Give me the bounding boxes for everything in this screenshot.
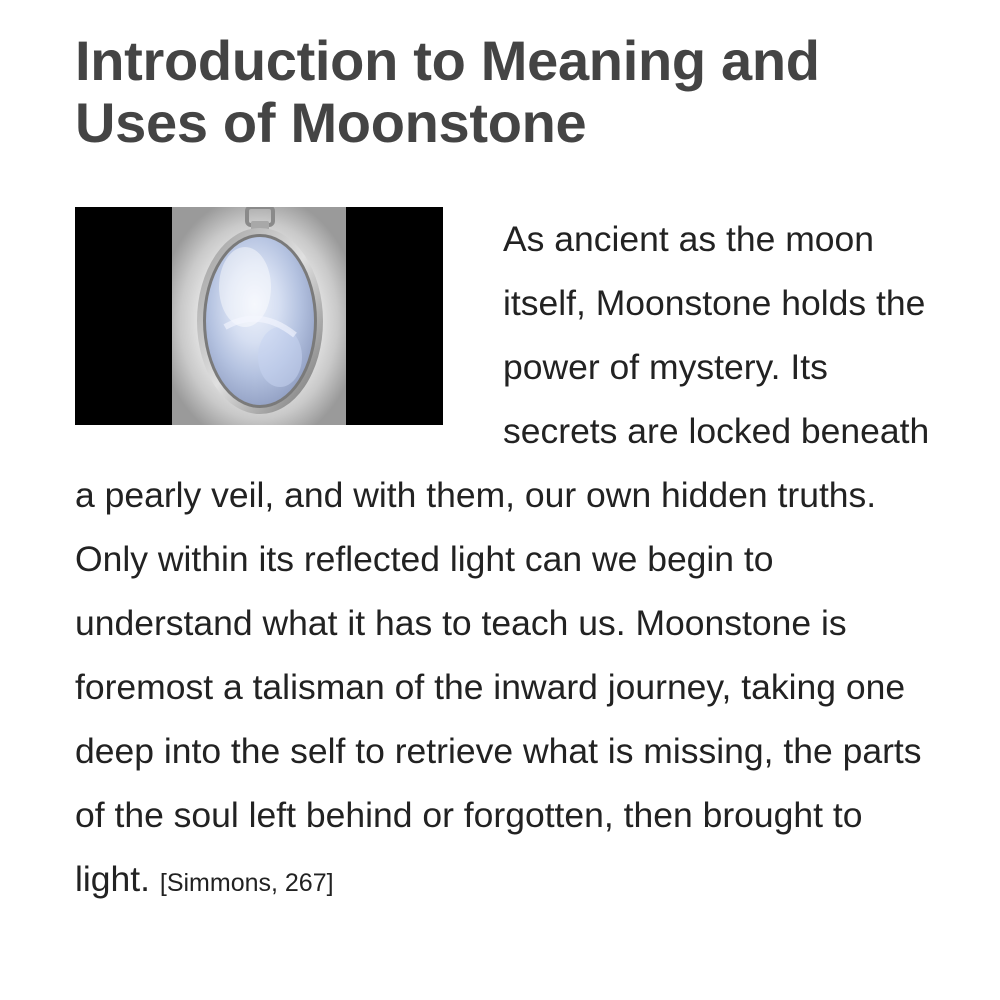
article-content	[75, 207, 935, 915]
paragraph-text: As ancient as the moon itself, Moonstone holds the power of mystery. Its secrets are locked beneath a pearly veil, and with them, our own hidden truths. Only within its reflected light can we begin to understand what it has to teach us. Moonstone is foremost a talisman of the inward journey, taking one deep into the self to retrieve what is missing, the parts of the soul left behind or forgotten, then brought to light.	[75, 219, 930, 899]
citation: [Simmons, 267]	[159, 869, 334, 897]
moonstone-pendant-icon	[75, 207, 443, 425]
article	[75, 30, 935, 915]
article-title: Introduction to Meaning and Uses of Moonstone	[75, 29, 820, 154]
moonstone-pendant-image	[75, 207, 443, 425]
